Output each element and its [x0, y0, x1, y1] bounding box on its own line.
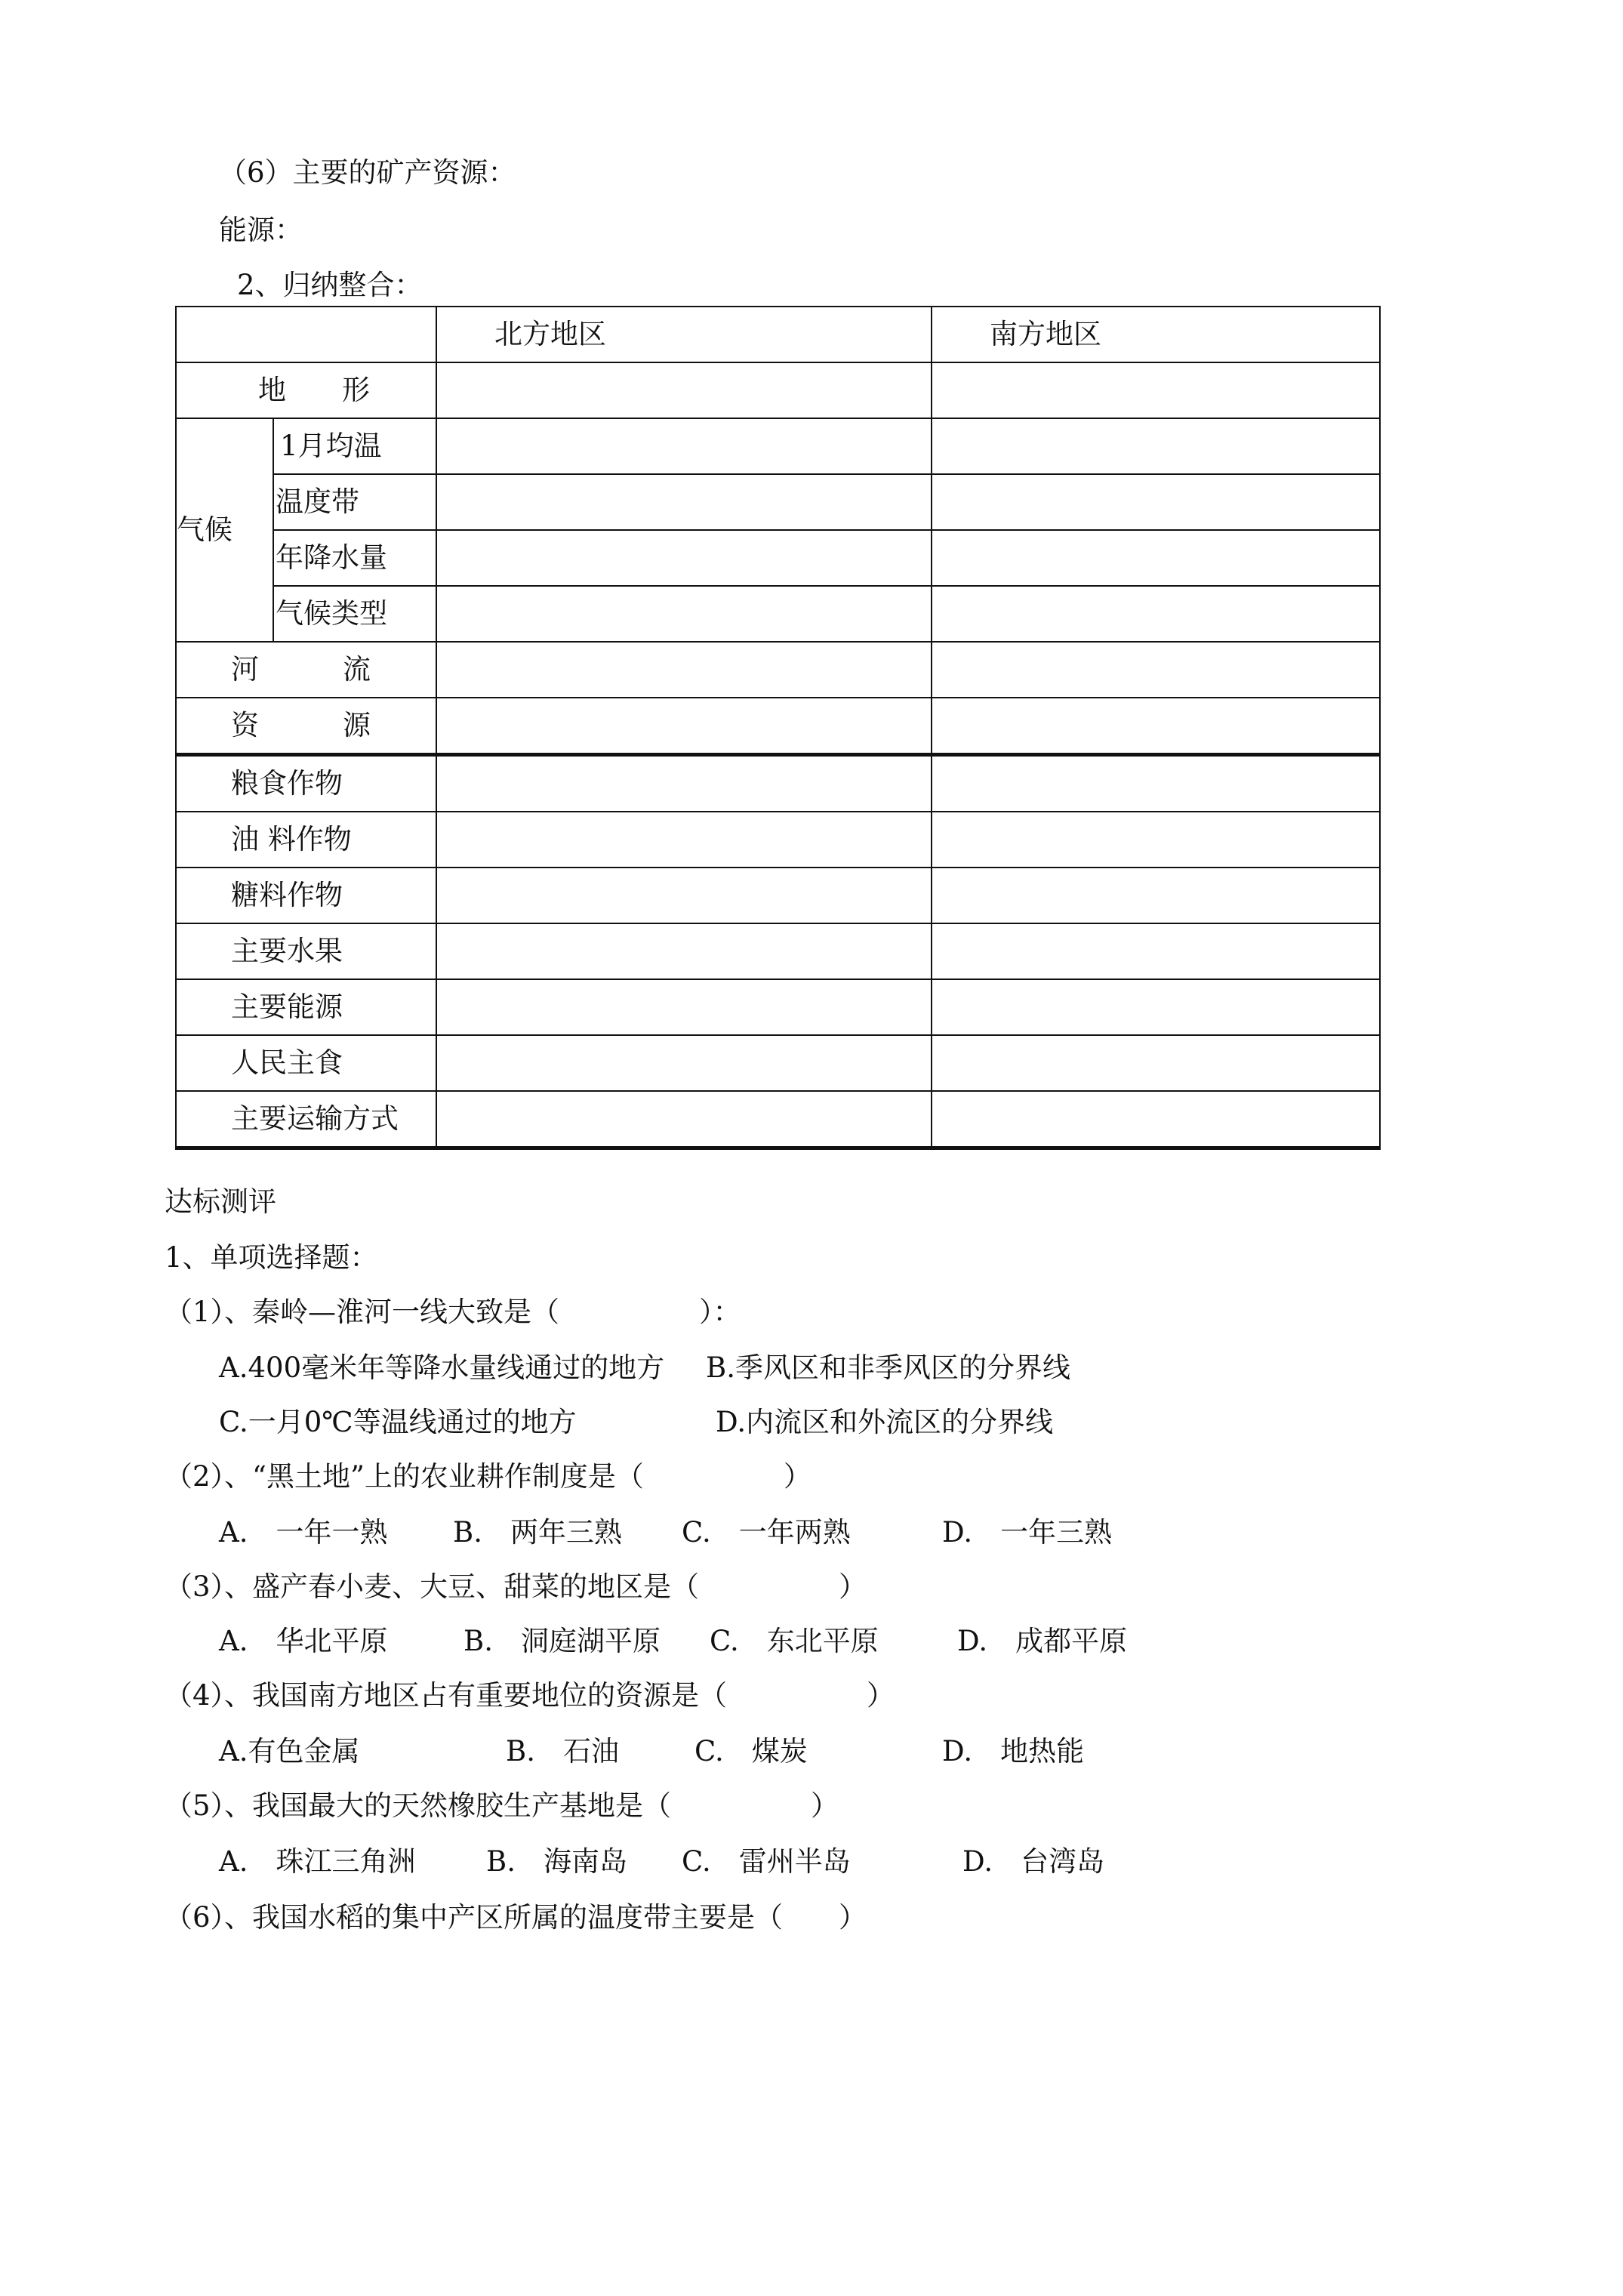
north-cell[interactable] [436, 698, 932, 755]
north-cell[interactable] [436, 474, 932, 530]
south-cell[interactable] [932, 1091, 1380, 1148]
q1-option-b[interactable]: B.季风区和非季风区的分界线 [706, 1351, 1070, 1384]
south-cell[interactable] [932, 474, 1380, 530]
table-row [176, 642, 1380, 698]
q1-option-c[interactable]: C.一月0℃等温线通过的地方 [219, 1406, 577, 1438]
north-cell[interactable] [436, 868, 932, 923]
north-cell[interactable] [436, 362, 932, 418]
q4-option-b[interactable]: B. 石油 [506, 1735, 619, 1767]
q3-option-d[interactable]: D. 成都平原 [957, 1625, 1128, 1657]
south-cell[interactable] [932, 418, 1380, 474]
south-cell[interactable] [932, 868, 1380, 923]
south-cell[interactable] [932, 362, 1380, 418]
table-row [176, 923, 1380, 979]
question-5: （5）、我国最大的天然橡胶生产基地是（ ） [165, 1789, 839, 1822]
q4-option-c[interactable]: C. 煤炭 [694, 1735, 808, 1767]
q1-option-d[interactable]: D.内流区和外流区的分界线 [716, 1406, 1054, 1438]
row-label-climate-type: 气候类型 [273, 586, 436, 642]
table-row [176, 586, 1380, 642]
row-label-staple-food: 人民主食 [176, 1035, 436, 1091]
row-label-resources: 资 源 [176, 698, 436, 755]
row-label-fruit: 主要水果 [176, 923, 436, 979]
row-label-landform: 地 形 [176, 362, 436, 418]
table-row [176, 418, 1380, 474]
question-4: （4）、我国南方地区占有重要地位的资源是（ ） [165, 1679, 895, 1712]
south-cell[interactable] [932, 923, 1380, 979]
row-label-energy: 主要能源 [176, 979, 436, 1035]
q5-option-a[interactable]: A. 珠江三角洲 [219, 1845, 416, 1878]
south-cell[interactable] [932, 1035, 1380, 1091]
q3-option-b[interactable]: B. 洞庭湖平原 [463, 1625, 661, 1657]
table-row [176, 698, 1380, 755]
row-label-oil-crops: 油 料作物 [176, 812, 436, 868]
row-label-grain: 粮食作物 [176, 755, 436, 812]
north-cell[interactable] [436, 586, 932, 642]
q2-option-b[interactable]: B. 两年三熟 [453, 1516, 622, 1549]
q5-option-c[interactable]: C. 雷州半岛 [682, 1845, 851, 1878]
north-cell[interactable] [436, 642, 932, 698]
table-row [176, 979, 1380, 1035]
q4-option-d[interactable]: D. 地热能 [942, 1735, 1085, 1767]
section-title: 达标测评 [165, 1185, 276, 1218]
question-2: （2）、“黑土地”上的农业耕作制度是（ ） [165, 1460, 812, 1493]
q5-option-d[interactable]: D. 台湾岛 [962, 1845, 1105, 1878]
north-cell[interactable] [436, 1035, 932, 1091]
table-header-row [176, 307, 1380, 362]
row-label-jan-temp: 1月均温 [273, 418, 436, 474]
table-row [176, 812, 1380, 868]
question-6: （6）、我国水稻的集中产区所属的温度带主要是（ ） [165, 1901, 867, 1934]
q3-option-c[interactable]: C. 东北平原 [710, 1625, 879, 1657]
q5-option-b[interactable]: B. 海南岛 [486, 1845, 627, 1878]
north-cell[interactable] [436, 755, 932, 812]
table-row [176, 474, 1380, 530]
table-row [176, 1035, 1380, 1091]
north-cell[interactable] [436, 1091, 932, 1148]
header-south: 南方地区 [932, 307, 1380, 362]
south-cell[interactable] [932, 755, 1380, 812]
question-3: （3）、盛产春小麦、大豆、甜菜的地区是（ ） [165, 1570, 867, 1603]
table-row [176, 362, 1380, 418]
south-cell[interactable] [932, 812, 1380, 868]
south-cell[interactable] [932, 979, 1380, 1035]
header-empty-cell [176, 307, 436, 362]
comparison-table [175, 306, 1381, 1150]
climate-group-label: 气候 [176, 418, 273, 642]
row-label-temp-zone: 温度带 [273, 474, 436, 530]
intro-line-summary: 2、归纳整合： [237, 269, 423, 301]
north-cell[interactable] [436, 812, 932, 868]
row-label-rivers: 河 流 [176, 642, 436, 698]
south-cell[interactable] [932, 530, 1380, 586]
row-label-transport: 主要运输方式 [176, 1091, 436, 1148]
south-cell[interactable] [932, 586, 1380, 642]
intro-line-energy: 能源： [219, 214, 303, 246]
section-subtitle: 1、单项选择题： [165, 1241, 378, 1274]
north-cell[interactable] [436, 418, 932, 474]
q2-option-c[interactable]: C. 一年两熟 [682, 1516, 851, 1549]
q3-option-a[interactable]: A. 华北平原 [219, 1625, 388, 1657]
north-cell[interactable] [436, 979, 932, 1035]
intro-line-mineral: （6）主要的矿产资源： [219, 156, 516, 189]
row-label-sugar-crops: 糖料作物 [176, 868, 436, 923]
q1-option-a[interactable]: A.400毫米年等降水量线通过的地方 [219, 1351, 665, 1384]
south-cell[interactable] [932, 642, 1380, 698]
q2-option-d[interactable]: D. 一年三熟 [942, 1516, 1113, 1549]
north-cell[interactable] [436, 923, 932, 979]
q4-option-a[interactable]: A.有色金属 [219, 1735, 360, 1767]
north-cell[interactable] [436, 530, 932, 586]
south-cell[interactable] [932, 698, 1380, 755]
table-row [176, 868, 1380, 923]
q2-option-a[interactable]: A. 一年一熟 [219, 1516, 388, 1549]
table-row [176, 755, 1380, 812]
table-row [176, 530, 1380, 586]
header-north: 北方地区 [436, 307, 932, 362]
table-row [176, 1091, 1380, 1148]
row-label-precipitation: 年降水量 [273, 530, 436, 586]
question-1: （1）、秦岭—淮河一线大致是（ ）： [165, 1296, 741, 1328]
